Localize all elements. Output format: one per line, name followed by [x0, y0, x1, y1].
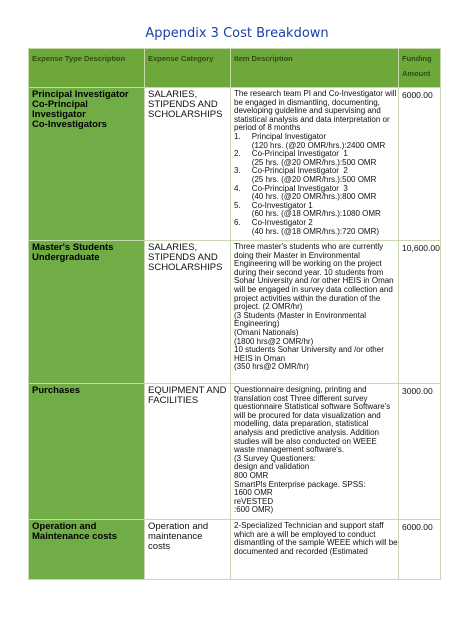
item-description-line: (25 hrs. (@20 OMR/hrs.):500 OMR	[234, 174, 377, 184]
item-description-line: 2. Co-Principal Investigator 1	[234, 149, 348, 159]
item-description-line: modelling, data preparation, statistical	[234, 419, 369, 429]
item-description-line: project activities within the duration of the	[234, 293, 381, 303]
expense-type-cell	[29, 88, 145, 241]
expense-type-line: Co-Investigators	[32, 119, 107, 130]
item-description-line: Questionnaire designing, printing and	[234, 385, 367, 394]
table-row	[29, 88, 441, 241]
table-row	[29, 241, 441, 384]
item-description-line: documented and recorded (Estimated	[234, 546, 368, 556]
expense-category-line: STIPENDS AND	[148, 252, 218, 263]
item-description-line: HEIS in Oman	[234, 353, 286, 363]
item-description-line: will be procured for data visualization and	[234, 410, 381, 420]
funding-amount-cell: 3000.00	[399, 384, 441, 520]
expense-category-line: SALARIES,	[148, 89, 198, 100]
header-item-description: Item Description	[231, 49, 399, 88]
item-description-line: (1800 hrs@2 OMR/hr)	[234, 336, 314, 346]
funding-amount-cell: 6000.00	[399, 88, 441, 241]
expense-category-cell	[145, 384, 231, 520]
item-description-line: 2-Specialized Technician and support staff	[234, 521, 384, 530]
item-description-line: questionnaire Statistical software Software's	[234, 402, 391, 412]
expense-category-cell	[145, 520, 231, 580]
expense-category-line: FACILITIES	[148, 395, 199, 406]
expense-category-cell	[145, 241, 231, 384]
expense-category-line: maintenance costs	[148, 531, 203, 552]
item-description-line: which are a will be employed to conduct	[234, 529, 376, 539]
item-description-cell	[231, 241, 399, 384]
item-description-cell	[231, 88, 399, 241]
item-description-line: doing their Master in Environmental	[234, 250, 360, 260]
item-description-line: (Omani Nationals)	[234, 327, 299, 337]
expense-type-cell	[29, 241, 145, 384]
item-description-line: :600 OMR)	[234, 505, 274, 515]
expense-type-line: Maintenance costs	[32, 531, 117, 542]
expense-type-line: Principal Investigator	[32, 89, 129, 100]
header-funding-line1: Funding	[402, 54, 432, 63]
funding-amount-cell: 10,600.00	[399, 241, 441, 384]
item-description-line: 3. Co-Principal Investigator 2	[234, 166, 348, 176]
item-description-line: (25 hrs. (@20 OMR/hrs.):500 OMR	[234, 157, 377, 167]
item-description-line: reVESTED	[234, 496, 274, 506]
funding-amount-cell: 6000.00	[399, 520, 441, 580]
item-description-line: (3 Students (Master in Environmental	[234, 310, 367, 320]
item-description-line: Sohar University and /or other HEIS in Oman	[234, 276, 394, 286]
item-description-line: Engineering)	[234, 319, 280, 329]
cost-breakdown-table	[28, 48, 441, 580]
expense-category-line: SCHOLARSHIPS	[148, 262, 223, 273]
item-description-line: translation cost Three different survey	[234, 393, 368, 403]
item-description-line: The research team PI and Co-Investigator will	[234, 89, 397, 98]
item-description-line: analysis and predictive analysis. Addition	[234, 427, 379, 437]
expense-type-line: Operation and	[32, 521, 97, 532]
expense-category-line: SALARIES,	[148, 242, 198, 253]
item-description-line: period of 8 months	[234, 123, 301, 133]
expense-type-line: Undergraduate	[32, 252, 100, 263]
expense-type-line: Purchases	[32, 385, 81, 396]
expense-category-line: Operation and	[148, 521, 209, 532]
item-description-line: 1600 OMR	[234, 488, 273, 498]
item-description-line: 4. Co-Principal Investigator 3	[234, 183, 348, 193]
item-description-line: design and validation	[234, 462, 310, 472]
item-description-line: (120 hrs. (@20 OMR/hrs.):2400 OMR	[234, 140, 386, 150]
item-description-line: studies will be also conducted on WEEE	[234, 436, 377, 446]
header-expense-type: Expense Type Description	[29, 49, 145, 88]
expense-category-line: SCHOLARSHIPS	[148, 109, 223, 120]
item-description-line: (60 hrs. (@18 OMR/hrs.):1080 OMR	[234, 209, 381, 219]
expense-type-line: Co-Principal Investigator	[32, 99, 88, 120]
page-title: Appendix 3 Cost Breakdown	[145, 26, 329, 41]
item-description-line: 800 OMR	[234, 470, 269, 480]
item-description-line: 6. Co-Investigator 2	[234, 217, 313, 227]
item-description-line: 1. Principal Investigator	[234, 131, 327, 141]
item-description-cell	[231, 520, 399, 580]
item-description-cell	[231, 384, 399, 520]
expense-category-line: STIPENDS AND	[148, 99, 218, 110]
header-funding-amount	[399, 49, 441, 88]
item-description-line: dismantling of the sample WEEE which will be	[234, 538, 398, 548]
header-expense-category: Expense Category	[145, 49, 231, 88]
item-description-line: during their second year. 10 students from	[234, 267, 384, 277]
expense-category-line: EQUIPMENT AND	[148, 385, 227, 396]
item-description-line: Engineering will be working on the project	[234, 259, 382, 269]
item-description-line: (40 hrs. (@18 OMR/hrs.):720 OMR)	[234, 226, 380, 236]
table-row	[29, 520, 441, 580]
item-description-line: 10 students Sohar University and /or other	[234, 345, 384, 355]
expense-category-cell	[145, 88, 231, 241]
item-description-line: SmartPls Enterprise package. SPSS:	[234, 479, 366, 489]
item-description-line: 5. Co-Investigator 1	[234, 200, 313, 210]
item-description-line: developing guideline and supervising and	[234, 106, 381, 116]
table-row	[29, 384, 441, 520]
item-description-line: (3 Survey Questioners:	[234, 453, 316, 463]
item-description-line: statistical analysis and data interpretation or	[234, 114, 390, 124]
header-funding-line2: Amount	[402, 69, 431, 78]
expense-type-cell	[29, 520, 145, 580]
item-description-line: be engaged in dismantling, documenting,	[234, 97, 380, 107]
item-description-line: Three master's students who are currently	[234, 242, 384, 251]
item-description-line: will be engaged in survey data collection and	[234, 284, 393, 294]
item-description-line: waste management software's.	[234, 445, 345, 455]
expense-type-line: Master's Students	[32, 242, 114, 253]
table-header-row	[29, 49, 441, 88]
item-description-line: (40 hrs. (@20 OMR/hrs.):800 OMR	[234, 192, 377, 202]
item-description-line: (350 hrs@2 OMR/hr)	[234, 362, 309, 372]
expense-type-cell	[29, 384, 145, 520]
item-description-line: project. (2 OMR/hr)	[234, 302, 303, 312]
